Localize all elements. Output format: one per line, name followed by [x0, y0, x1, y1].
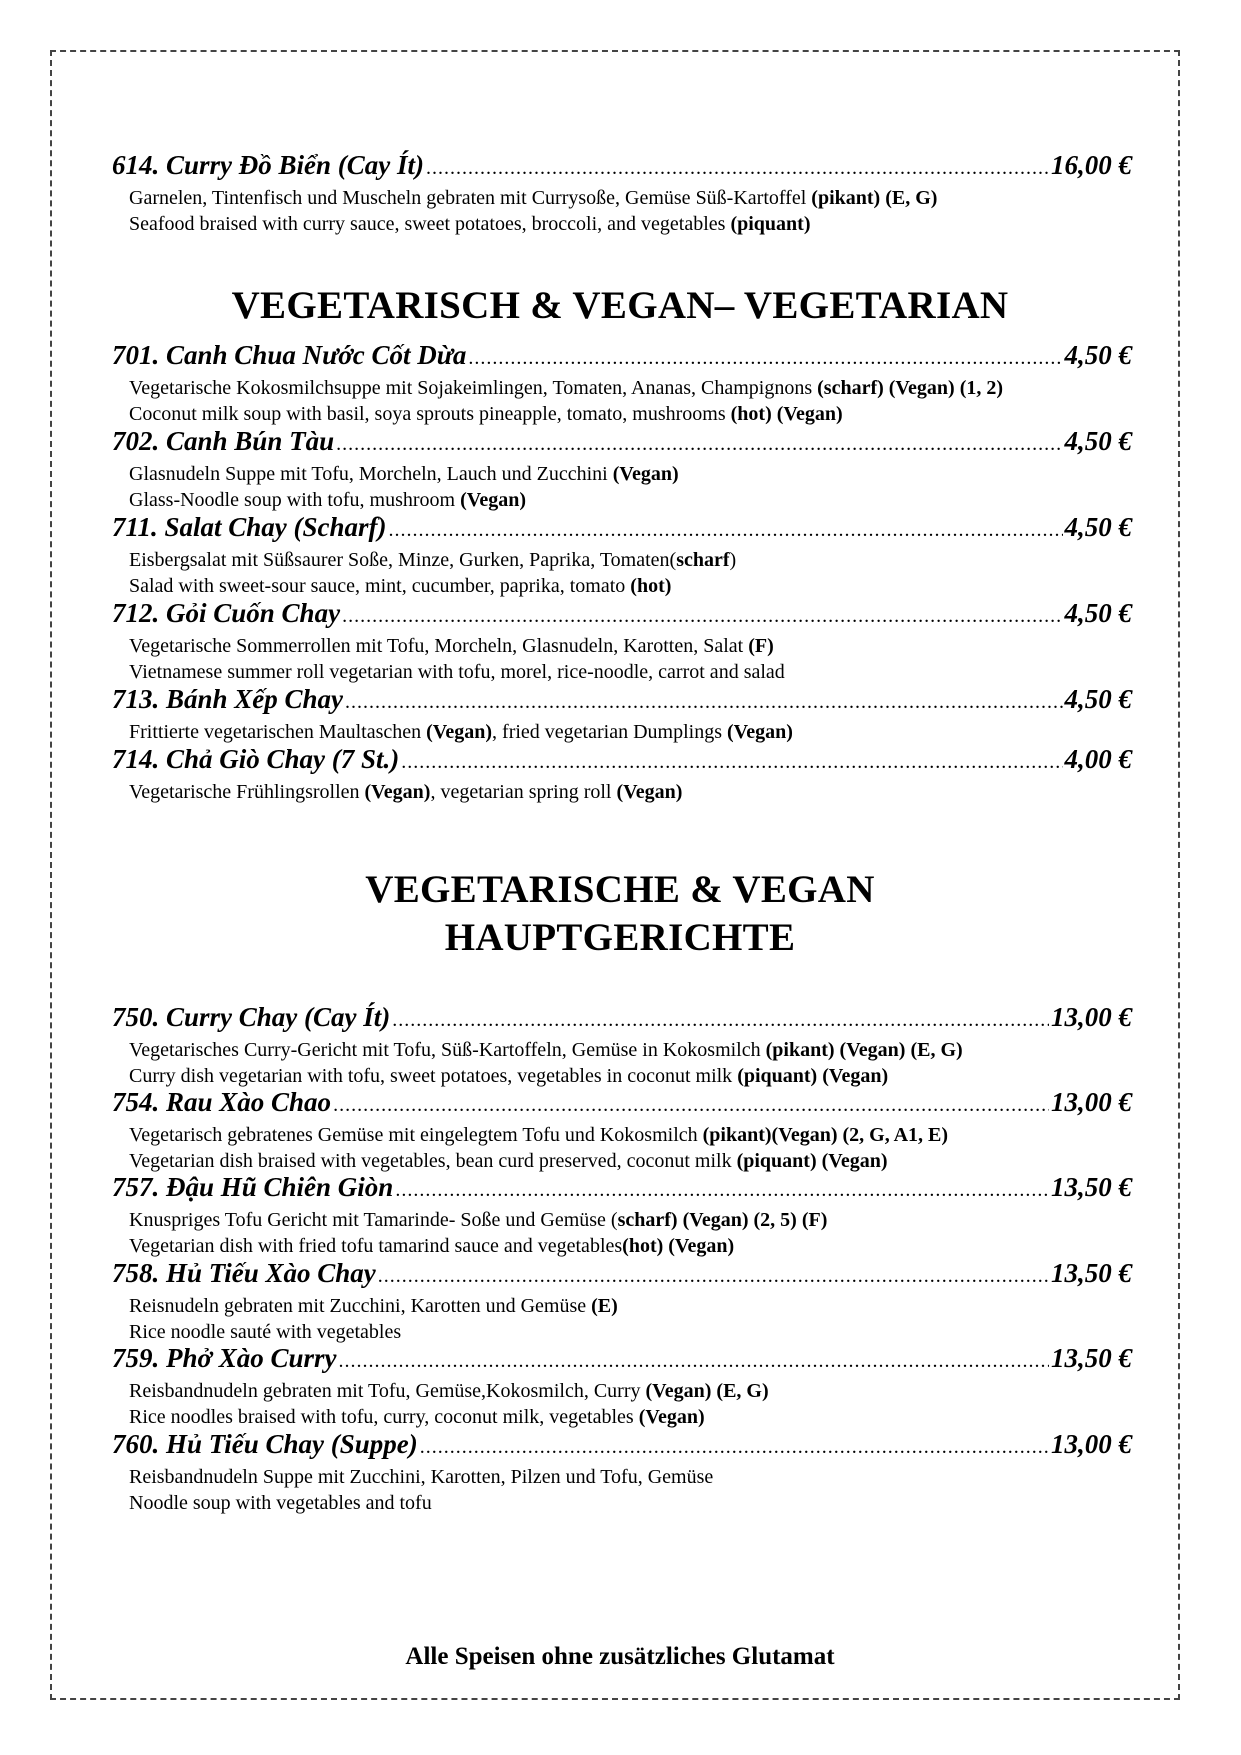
dot-leader	[392, 1003, 1049, 1037]
allergen-note: (hot) (Vegan)	[622, 1235, 735, 1257]
allergen-note: (scharf) (Vegan) (1, 2)	[817, 377, 1004, 399]
description-text: Curry dish vegetarian with tofu, sweet potatoes, vegetables in coconut milk	[129, 1065, 738, 1087]
menu-item-name: 754. Rau Xào Chao	[112, 1087, 332, 1117]
menu-item-description	[112, 633, 1132, 659]
section-heading-main-dishes	[100, 866, 1140, 962]
allergen-note: (Vegan)	[726, 721, 793, 743]
menu-item-price: 13,50 €	[1051, 1258, 1132, 1288]
description-text: Glasnudeln Suppe mit Tofu, Morcheln, Lauch und Zucchini	[129, 463, 613, 485]
menu-item-header	[112, 338, 1132, 375]
menu-item	[112, 1256, 1132, 1345]
description-text: , vegetarian spring roll	[430, 781, 617, 803]
description-text: Vegetarian dish with fried tofu tamarind sauce and vegetables	[129, 1235, 623, 1257]
menu-item-header	[112, 1427, 1132, 1464]
description-text: Eisbergsalat mit Süßsaurer Soße, Minze, Gurken, Paprika, Tomaten(	[129, 549, 677, 571]
menu-item	[112, 1000, 1132, 1089]
allergen-note: (E)	[591, 1295, 618, 1317]
menu-item	[112, 596, 1132, 685]
allergen-note: (pikant) (Vegan) (E, G)	[765, 1039, 963, 1061]
section-heading-line: VEGETARISCHE & VEGAN	[365, 868, 875, 911]
menu-item	[112, 742, 1132, 805]
description-text: Vegetarische Frühlingsrollen	[129, 781, 365, 803]
description-text: Glass-Noodle soup with tofu, mushroom	[129, 489, 461, 511]
description-text: Rice noodle sauté with vegetables	[129, 1321, 402, 1343]
menu-item	[112, 338, 1132, 427]
allergen-note: (Vegan)	[364, 781, 431, 803]
allergen-note: (pikant)(Vegan) (2, G, A1, E)	[702, 1124, 949, 1146]
menu-item-price: 13,00 €	[1051, 1429, 1132, 1459]
menu-item-price: 13,50 €	[1051, 1343, 1132, 1373]
dot-leader	[345, 685, 1062, 719]
menu-item-name: 760. Hủ Tiếu Chay (Suppe)	[112, 1429, 418, 1459]
menu-item	[112, 1341, 1132, 1430]
allergen-note: (Vegan) (E, G)	[645, 1380, 769, 1402]
menu-item-price: 16,00 €	[1051, 150, 1132, 180]
menu-item-name: 758. Hủ Tiếu Xào Chay	[112, 1258, 376, 1288]
menu-item-header	[112, 1170, 1132, 1207]
dot-leader	[395, 1173, 1049, 1207]
menu-item-header	[112, 1256, 1132, 1293]
menu-item-header	[112, 1341, 1132, 1378]
menu-item-description	[112, 1037, 1132, 1063]
allergen-note: (F)	[748, 635, 774, 657]
description-text: Rice noodles braised with tofu, curry, coconut milk, vegetables	[129, 1406, 639, 1428]
menu-item-description	[112, 185, 1132, 211]
menu-item-header	[112, 1085, 1132, 1122]
description-text: Reisbandnudeln gebraten mit Tofu, Gemüse,Kokosmilch, Curry	[129, 1380, 646, 1402]
menu-item-price: 4,50 €	[1064, 598, 1132, 628]
allergen-note: (piquant) (Vegan)	[737, 1065, 889, 1087]
description-text: )	[729, 549, 737, 571]
allergen-note: (Vegan)	[460, 489, 527, 511]
allergen-note: (Vegan)	[426, 721, 493, 743]
menu-item-description	[112, 461, 1132, 487]
description-text: Vegetarisches Curry-Gericht mit Tofu, Süß-Kartoffeln, Gemüse in Kokosmilch	[129, 1039, 766, 1061]
description-text: Knuspriges Tofu Gericht mit Tamarinde- Soße und Gemüse (	[129, 1209, 618, 1231]
menu-item	[112, 1427, 1132, 1516]
description-text: Vietnamese summer roll vegetarian with tofu, morel, rice-noodle, carrot and salad	[129, 661, 785, 683]
description-text: Reisnudeln gebraten mit Zucchini, Karotten und Gemüse	[129, 1295, 592, 1317]
allergen-note: (pikant) (E, G)	[811, 187, 938, 209]
menu-item-description	[112, 1207, 1132, 1233]
menu-item-name: 759. Phở Xào Curry	[112, 1343, 337, 1373]
menu-item-price: 4,50 €	[1064, 340, 1132, 370]
allergen-note: (hot) (Vegan)	[730, 403, 843, 425]
menu-item-header	[112, 510, 1132, 547]
allergen-note: (piquant) (Vegan)	[736, 1150, 888, 1172]
menu-item	[112, 1085, 1132, 1174]
menu-item-name: 701. Canh Chua Nước Cốt Dừa	[112, 340, 467, 370]
allergen-note: scharf	[676, 549, 730, 571]
allergen-note: (hot)	[630, 575, 672, 597]
allergen-note: scharf) (Vegan) (2, 5) (F)	[617, 1209, 828, 1231]
menu-item-price: 4,50 €	[1064, 426, 1132, 456]
menu-item	[112, 1170, 1132, 1259]
description-text: , fried vegetarian Dumplings	[492, 721, 727, 743]
description-text: Salad with sweet-sour sauce, mint, cucumber, paprika, tomato	[129, 575, 631, 597]
dot-leader	[426, 151, 1049, 185]
dot-leader	[339, 1344, 1049, 1378]
menu-item-name: 614. Curry Đồ Biển (Cay Ít)	[112, 150, 425, 180]
menu-item-description	[112, 1122, 1132, 1148]
dot-leader	[401, 745, 1062, 779]
menu-item	[112, 424, 1132, 513]
menu-item-price: 13,50 €	[1051, 1172, 1132, 1202]
menu-item-price: 4,00 €	[1064, 744, 1132, 774]
description-text: Seafood braised with curry sauce, sweet potatoes, broccoli, and vegetables	[129, 213, 731, 235]
menu-item-header	[112, 596, 1132, 633]
menu-item-name: 750. Curry Chay (Cay Ít)	[112, 1002, 391, 1032]
dot-leader	[333, 1088, 1049, 1122]
description-text: Vegetarian dish braised with vegetables, bean curd preserved, coconut milk	[129, 1150, 737, 1172]
menu-item	[112, 682, 1132, 745]
menu-item-name: 757. Đậu Hũ Chiên Giòn	[112, 1172, 394, 1202]
menu-item-header	[112, 148, 1132, 185]
description-text: Reisbandnudeln Suppe mit Zucchini, Karotten, Pilzen und Tofu, Gemüse	[129, 1466, 714, 1488]
dot-leader	[342, 599, 1062, 633]
dot-leader	[378, 1259, 1049, 1293]
menu-item-name: 713. Bánh Xếp Chay	[112, 684, 344, 714]
menu-item-description	[112, 375, 1132, 401]
description-text: Vegetarische Sommerrollen mit Tofu, Morcheln, Glasnudeln, Karotten, Salat	[129, 635, 749, 657]
menu-item-description	[112, 779, 1132, 805]
dot-leader	[389, 513, 1063, 547]
section-heading-text: VEGETARISCH & VEGAN– VEGETARIAN	[231, 284, 1009, 327]
allergen-note: (Vegan)	[612, 463, 679, 485]
menu-item-price: 4,50 €	[1064, 512, 1132, 542]
description-text: Vegetarische Kokosmilchsuppe mit Sojakeimlingen, Tomaten, Ananas, Champignons	[129, 377, 818, 399]
allergen-note: (Vegan)	[638, 1406, 705, 1428]
section-heading-line: HAUPTGERICHTE	[444, 916, 796, 959]
description-text: Noodle soup with vegetables and tofu	[129, 1492, 432, 1514]
menu-item-name: 711. Salat Chay (Scharf)	[112, 512, 387, 542]
menu-item-description	[112, 1378, 1132, 1404]
description-text: Vegetarisch gebratenes Gemüse mit eingelegtem Tofu und Kokosmilch	[129, 1124, 703, 1146]
menu-item-description	[112, 1464, 1132, 1490]
dot-leader	[336, 427, 1062, 461]
menu-item-description	[112, 547, 1132, 573]
dot-leader	[468, 341, 1062, 375]
dot-leader	[420, 1430, 1049, 1464]
description-text: Garnelen, Tintenfisch und Muscheln gebraten mit Currysoße, Gemüse Süß-Kartoffel	[129, 187, 812, 209]
allergen-note: (piquant)	[730, 213, 811, 235]
menu-item-name: 702. Canh Bún Tàu	[112, 426, 335, 456]
menu-item-name: 712. Gỏi Cuốn Chay	[112, 598, 341, 628]
menu-item	[112, 148, 1132, 237]
menu-item-header	[112, 424, 1132, 461]
menu-item-price: 13,00 €	[1051, 1087, 1132, 1117]
menu-item-name: 714. Chả Giò Chay (7 St.)	[112, 744, 400, 774]
footer-note: Alle Speisen ohne zusätzliches Glutamat	[405, 1643, 835, 1670]
description-text: Coconut milk soup with basil, soya sprouts pineapple, tomato, mushrooms	[129, 403, 731, 425]
menu-item-header	[112, 742, 1132, 779]
allergen-note: (Vegan)	[616, 781, 683, 803]
menu-item-price: 13,00 €	[1051, 1002, 1132, 1032]
menu-item-header	[112, 1000, 1132, 1037]
menu-item-description	[112, 1293, 1132, 1319]
menu-item-description	[112, 211, 1132, 237]
menu-item-description	[112, 1490, 1132, 1516]
description-text: Frittierte vegetarischen Maultaschen	[129, 721, 427, 743]
menu-item-price: 4,50 €	[1064, 684, 1132, 714]
menu-item-header	[112, 682, 1132, 719]
menu-item	[112, 510, 1132, 599]
section-heading-vegetarian	[100, 282, 1140, 330]
